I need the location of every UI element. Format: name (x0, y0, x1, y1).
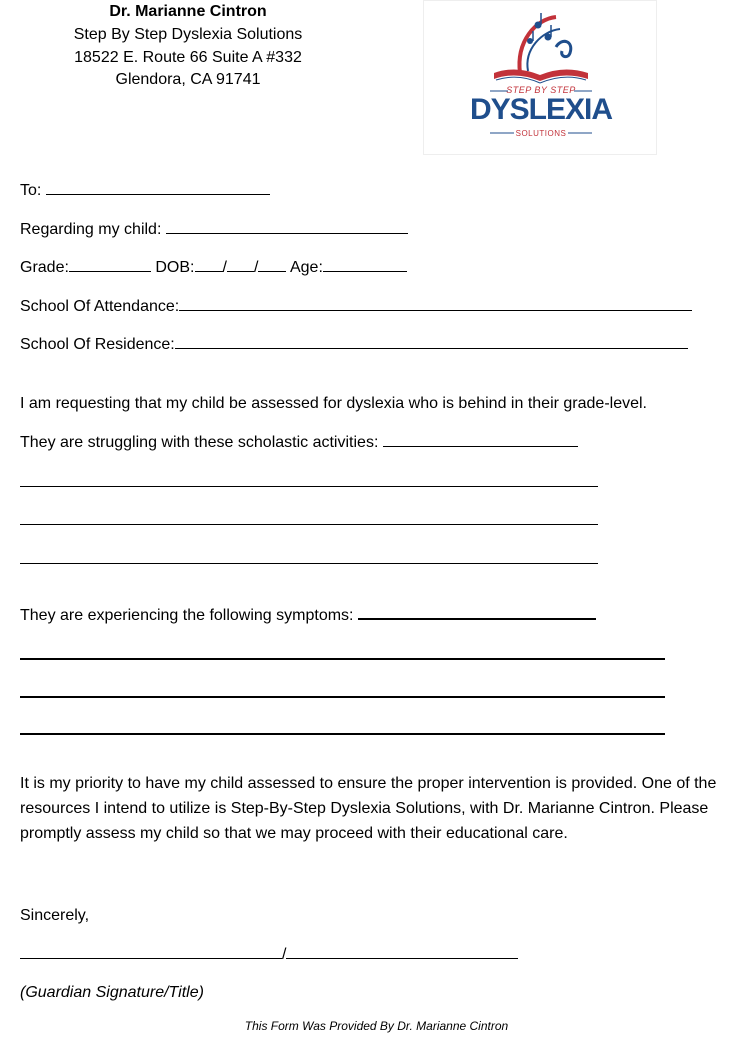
age-blank[interactable] (323, 256, 407, 272)
request-text: I am requesting that my child be assessed for dyslexia who is behind in their grade-level. (20, 395, 647, 412)
to-label: To: (20, 182, 42, 199)
struggling-line-3[interactable] (20, 563, 598, 564)
grade-blank[interactable] (69, 256, 151, 272)
dob-year-blank[interactable] (258, 256, 286, 272)
dob-day-blank[interactable] (227, 256, 254, 272)
dob-label: DOB: (155, 259, 195, 276)
regarding-label: Regarding my child: (20, 221, 162, 238)
logo-dyslexia-text: DYSLEXIA (469, 93, 613, 126)
symptoms-label: They are experiencing the following symptoms: (20, 607, 354, 624)
guardian-title-blank[interactable] (286, 943, 518, 959)
dyslexia-logo (423, 0, 657, 155)
street-address: 18522 E. Route 66 Suite A #332 (74, 49, 302, 66)
symptoms-field (20, 603, 596, 627)
school-residence-field (20, 333, 688, 356)
organization-name: Step By Step Dyslexia Solutions (73, 26, 303, 43)
to-blank[interactable] (46, 179, 270, 195)
signature-field (20, 943, 518, 966)
footer-credit: This Form Was Provided By Dr. Marianne Cintron (244, 1019, 509, 1033)
dob-month-blank[interactable] (195, 256, 223, 272)
child-name-blank[interactable] (166, 218, 408, 234)
priority-paragraph: It is my priority to have my child assessed to ensure the proper intervention is provided. One of the resources I intend to utilize is Step-By-Step Dyslexia Solutions, with Dr. Marianne Cintron. Please promptly assess my child so that we may proceed with their educational care. (20, 775, 717, 842)
struggling-line-1[interactable] (20, 486, 598, 487)
school-attendance-field (20, 295, 692, 318)
closing-text: Sincerely, (20, 907, 90, 924)
struggling-field (20, 431, 578, 454)
struggling-blank[interactable] (383, 431, 578, 447)
dob-separator: / (253, 259, 259, 276)
doctor-name: Dr. Marianne Cintron (109, 3, 267, 20)
logo-step-by-step-text: STEP BY STEP (506, 85, 576, 95)
city-state-zip: Glendora, CA 91741 (115, 71, 261, 88)
symptoms-line-1[interactable] (20, 658, 665, 660)
guardian-signature-blank[interactable] (20, 943, 282, 959)
dob-separator: / (222, 259, 227, 276)
regarding-field (20, 218, 408, 241)
grade-label: Grade: (20, 259, 69, 276)
school-residence-blank[interactable] (175, 333, 688, 349)
symptoms-line-2[interactable] (20, 696, 665, 698)
school-attendance-label: School Of Attendance: (20, 298, 180, 315)
signature-caption: (Guardian Signature/Title) (20, 984, 204, 1001)
age-label: Age: (289, 259, 323, 276)
grade-dob-age-field (20, 256, 407, 279)
school-attendance-blank[interactable] (179, 295, 692, 311)
to-field (20, 179, 270, 202)
school-residence-label: School Of Residence: (20, 336, 175, 353)
logo-solutions-text: SOLUTIONS (515, 129, 567, 138)
symptoms-line-3[interactable] (20, 733, 665, 735)
signature-separator: / (282, 946, 287, 963)
struggling-line-2[interactable] (20, 524, 598, 525)
symptoms-blank[interactable] (358, 603, 596, 620)
struggling-label: They are struggling with these scholastic activities: (20, 434, 379, 451)
